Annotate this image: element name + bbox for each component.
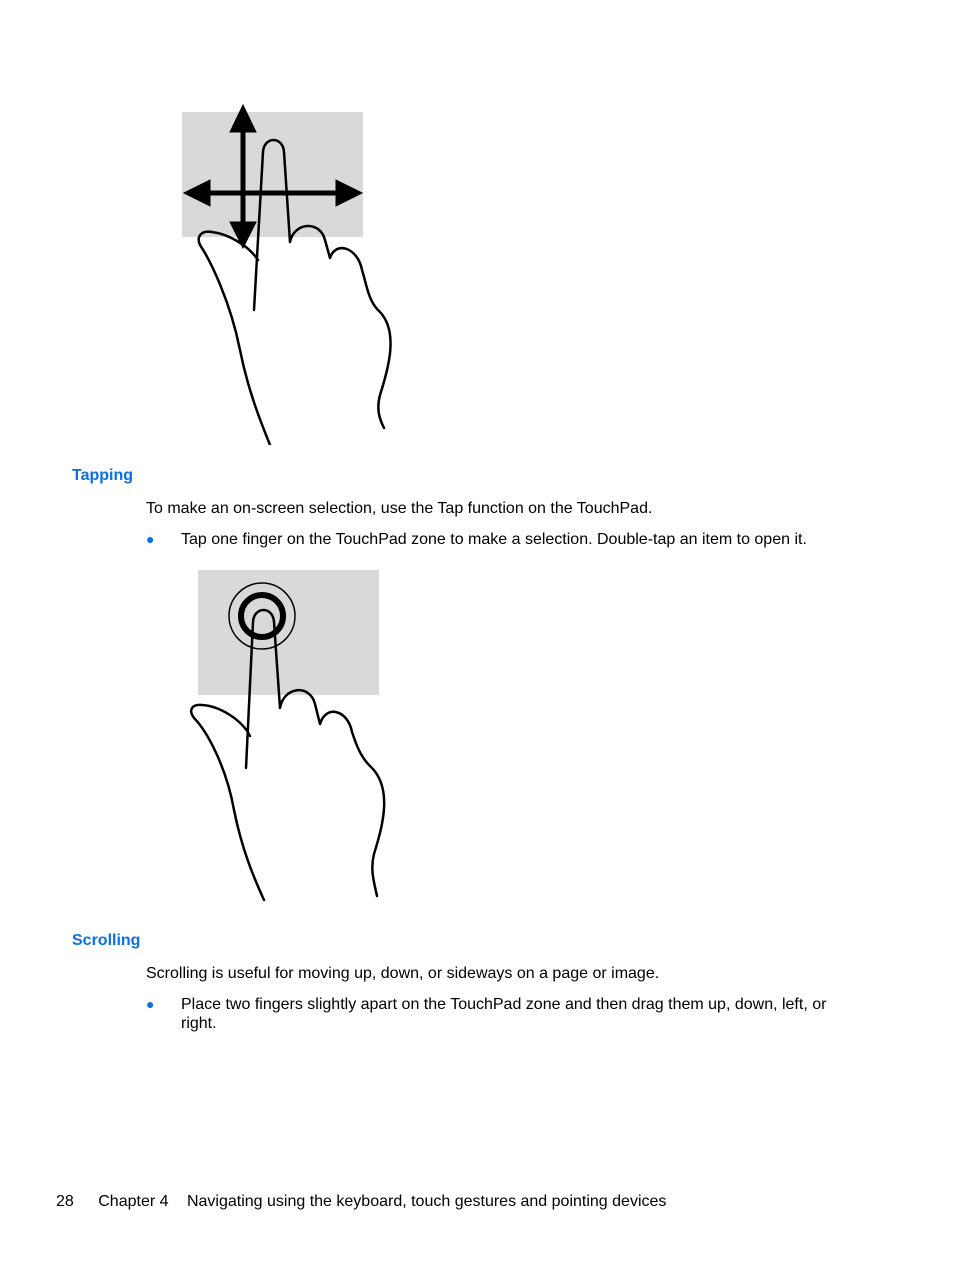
scrolling-bullet <box>146 995 846 1035</box>
scrolling-intro: Scrolling is useful for moving up, down, or sideways on a page or image. <box>146 965 660 982</box>
one-finger-move-illustration <box>170 100 410 445</box>
page-number: 28 <box>56 1193 74 1210</box>
tapping-bullet-text: Tap one finger on the TouchPad zone to make a selection. Double-tap an item to open it. <box>181 531 807 548</box>
chapter-label: Chapter 4 <box>98 1193 169 1210</box>
chapter-title: Navigating using the keyboard, touch gestures and pointing devices <box>186 1193 667 1210</box>
scrolling-heading: Scrolling <box>72 932 141 949</box>
touchpad-zone <box>198 570 379 695</box>
one-finger-tap-illustration <box>180 560 410 905</box>
touchpad-zone <box>182 112 363 237</box>
tapping-heading: Tapping <box>72 467 134 484</box>
bullet-dot-icon: ● <box>146 531 155 547</box>
page-footer <box>56 1192 666 1211</box>
tapping-bullet <box>146 530 846 550</box>
scrolling-bullet-text: Place two fingers slightly apart on the TouchPad zone and then drag them up, down, left, or right. <box>181 996 827 1032</box>
tapping-intro: To make an on-screen selection, use the Tap function on the TouchPad. <box>146 500 653 517</box>
bullet-dot-icon: ● <box>146 996 155 1012</box>
